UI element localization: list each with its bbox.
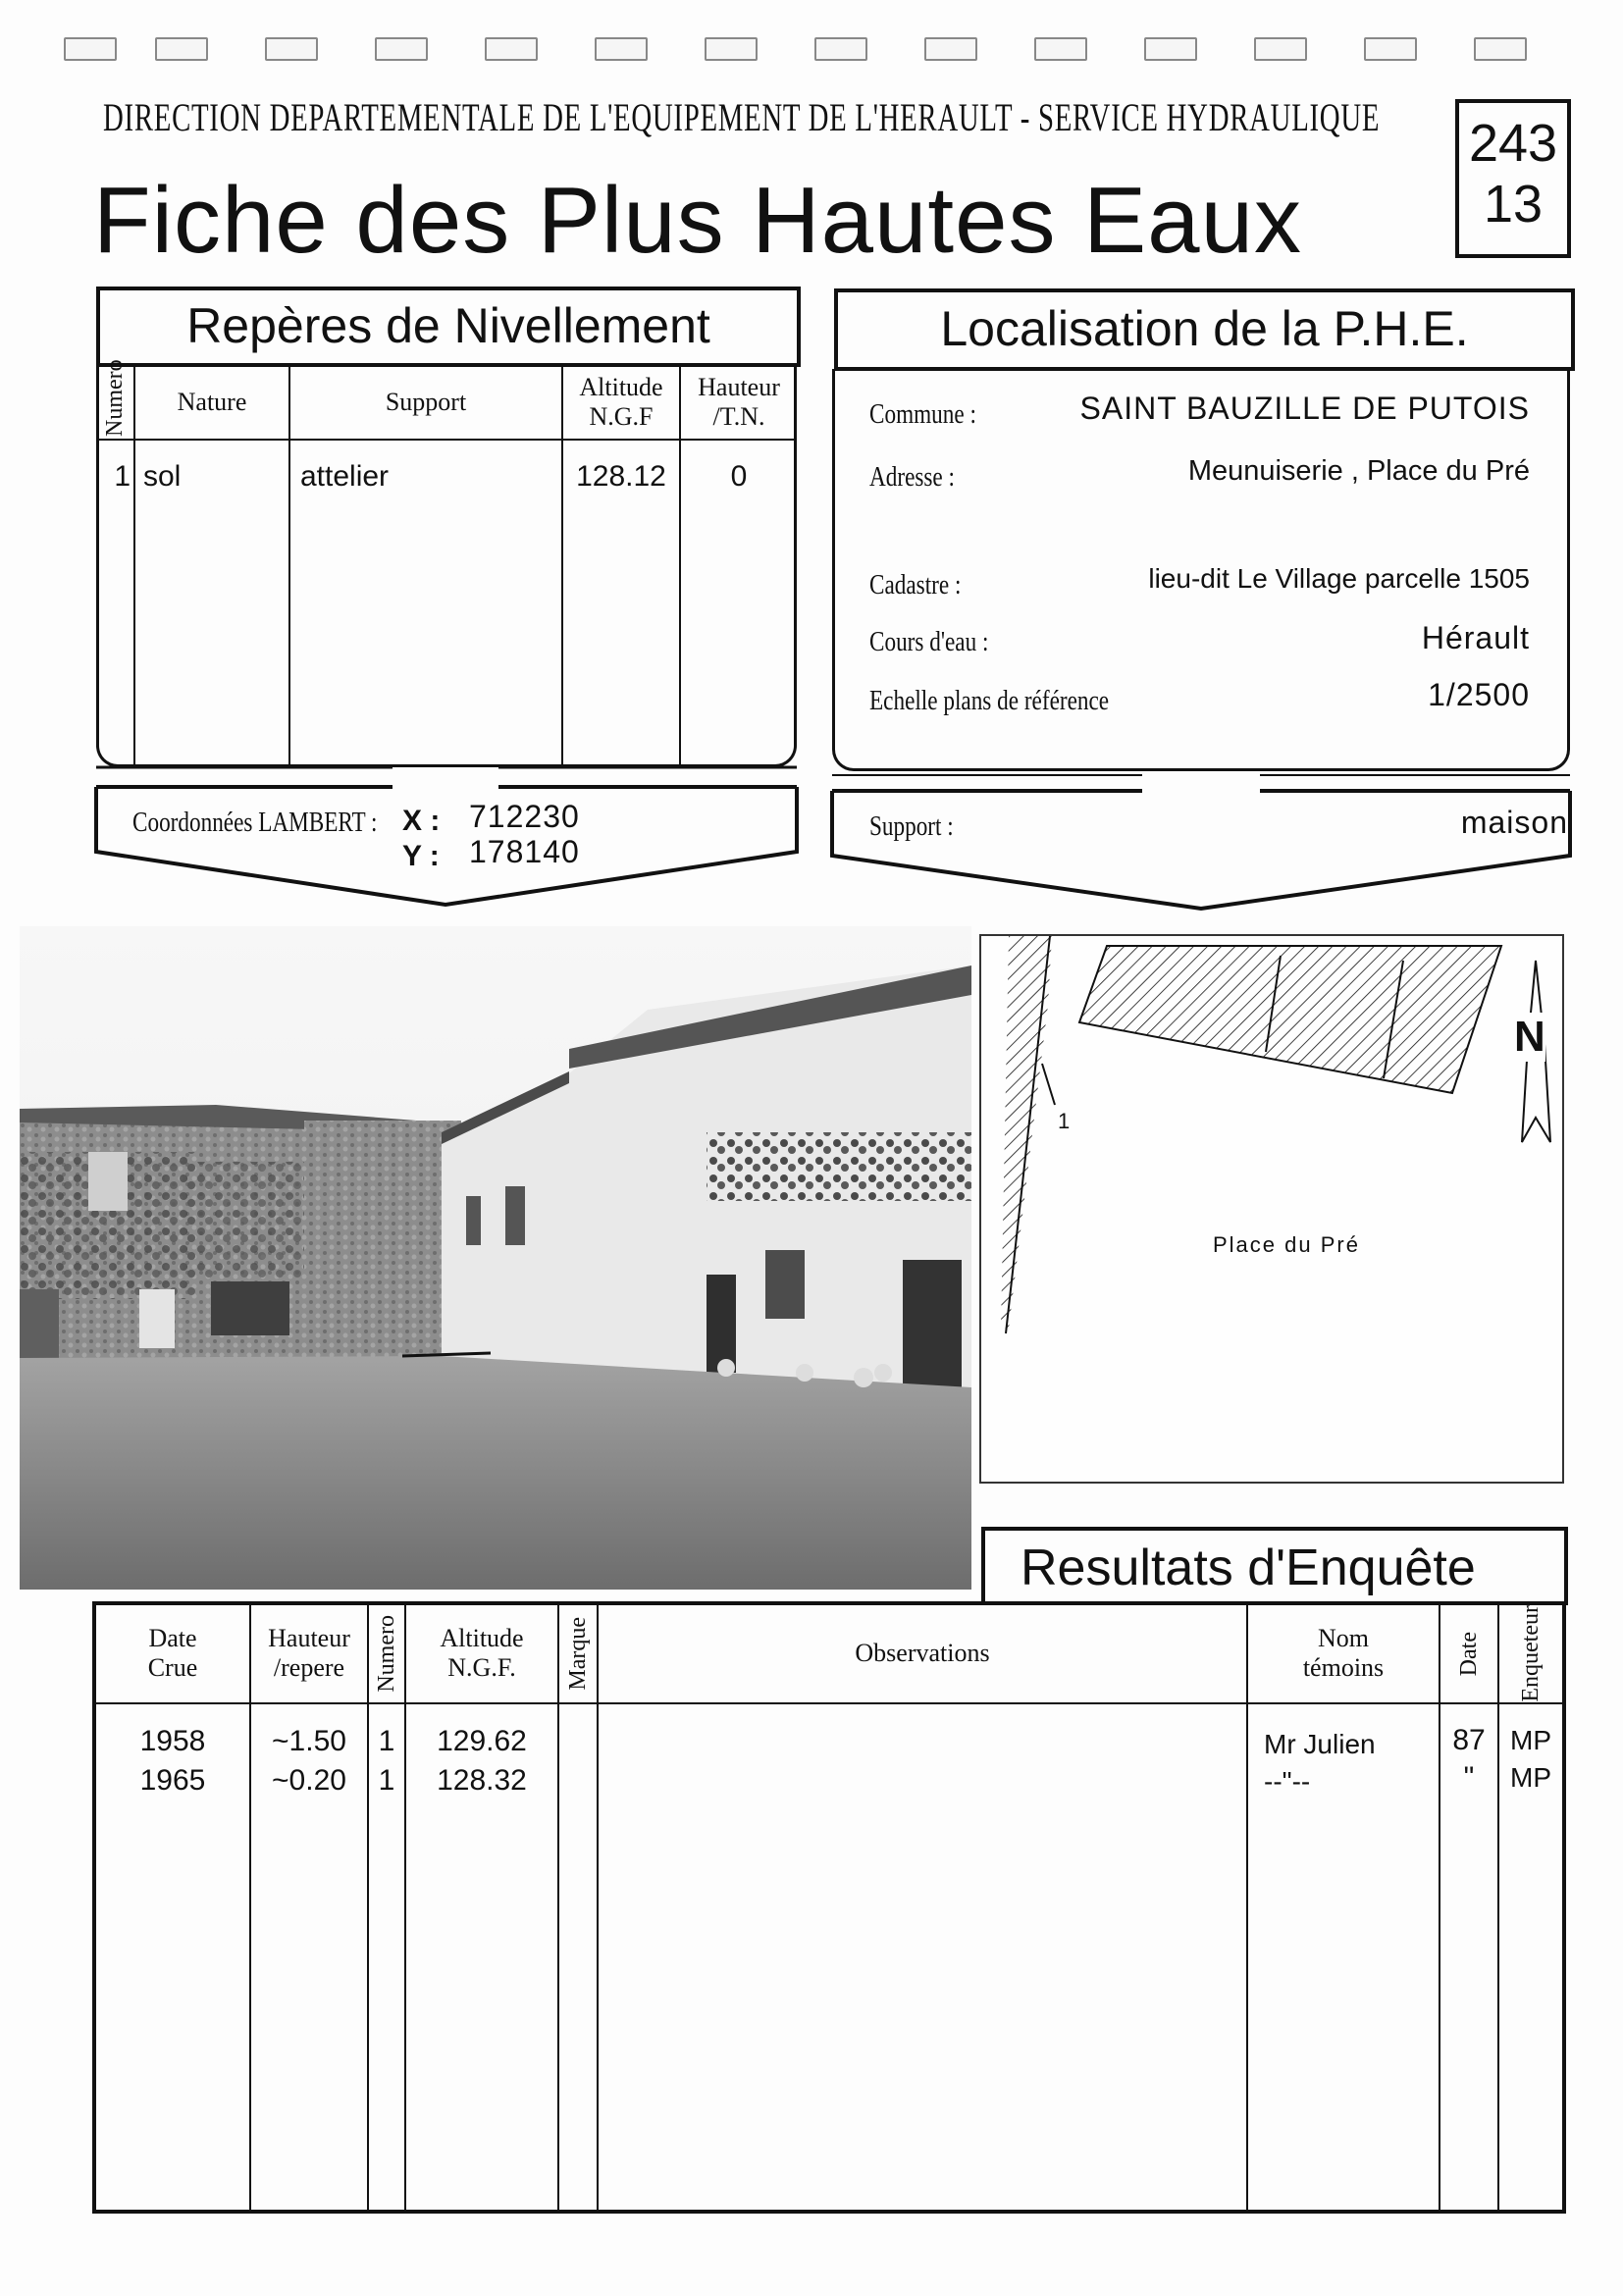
map-drawing bbox=[981, 936, 1562, 1482]
table-row bbox=[94, 1703, 1564, 2212]
binding-hole bbox=[1034, 37, 1087, 61]
reference-number: 243 bbox=[1468, 114, 1558, 173]
column-header-support: Support bbox=[289, 365, 562, 440]
resultats-title-box bbox=[981, 1527, 1568, 1605]
column-header-hauteur: Hauteur /repere bbox=[250, 1603, 368, 1703]
column-header-hauteur: Hauteur /T.N. bbox=[680, 365, 797, 440]
lambert-label: Coordonnées LAMBERT : bbox=[132, 807, 378, 838]
site-photograph bbox=[20, 926, 971, 1590]
adresse-value: Meunuiserie , Place du Pré bbox=[1187, 455, 1530, 487]
column-header-altitude: Altitude N.G.F. bbox=[405, 1603, 558, 1703]
support-label: Support : bbox=[869, 810, 954, 842]
column-header-enqueteur: Enqueteur bbox=[1498, 1603, 1564, 1703]
photo-illustration bbox=[20, 926, 971, 1590]
cell-observations bbox=[598, 1703, 1247, 2212]
organization-header: DIRECTION DEPARTEMENTALE DE L'EQUIPEMENT DE L'HERAULT - SERVICE HYDRAULIQUE bbox=[103, 95, 1381, 139]
cell-altitude: 129.62 128.32 bbox=[405, 1703, 558, 2212]
column-header-observations: Observations bbox=[598, 1603, 1247, 1703]
binding-hole bbox=[1474, 37, 1527, 61]
binding-hole bbox=[595, 37, 648, 61]
echelle-value: 1/2500 bbox=[1428, 677, 1530, 712]
binding-hole bbox=[155, 37, 208, 61]
binding-hole bbox=[64, 37, 117, 61]
cell-hauteur: ~1.50 ~0.20 bbox=[250, 1703, 368, 2212]
cell-nature: sol bbox=[134, 440, 289, 767]
cell-date: 87 " bbox=[1440, 1703, 1498, 2212]
table-row bbox=[96, 440, 797, 767]
cadastre-value: lieu-dit Le Village parcelle 1505 bbox=[1148, 563, 1530, 594]
cell-numero: 1 bbox=[96, 440, 134, 767]
cours-eau-label: Cours d'eau : bbox=[869, 626, 989, 657]
binding-hole bbox=[265, 37, 318, 61]
x-value: 712230 bbox=[469, 799, 580, 834]
y-value: 178140 bbox=[469, 834, 580, 869]
commune-label: Commune : bbox=[869, 398, 976, 430]
column-header-altitude: Altitude N.G.F bbox=[562, 365, 680, 440]
reference-subnumber: 13 bbox=[1483, 175, 1544, 234]
cell-support: attelier bbox=[289, 440, 562, 767]
cours-eau-value: Hérault bbox=[1421, 620, 1530, 655]
map-place-label: Place du Pré bbox=[1213, 1232, 1360, 1257]
column-header-date: Date bbox=[1440, 1603, 1498, 1703]
echelle-label: Echelle plans de référence bbox=[869, 685, 1110, 716]
north-arrow-icon: N bbox=[1514, 1013, 1545, 1061]
cell-nom-temoins: Mr Julien --"-- bbox=[1247, 1703, 1440, 2212]
binding-hole bbox=[1144, 37, 1197, 61]
binding-hole bbox=[485, 37, 538, 61]
cadastre-label: Cadastre : bbox=[869, 569, 962, 600]
cell-numero: 1 1 bbox=[368, 1703, 405, 2212]
binding-hole bbox=[705, 37, 758, 61]
reperes-title: Repères de Nivellement bbox=[96, 287, 801, 367]
binding-hole bbox=[375, 37, 428, 61]
location-map bbox=[979, 934, 1564, 1484]
support-value: maison bbox=[1460, 805, 1568, 840]
support-arrow-frame bbox=[828, 771, 1576, 914]
map-marker-label: 1 bbox=[1058, 1109, 1071, 1133]
reperes-table bbox=[96, 358, 797, 767]
column-header-date-crue: Date Crue bbox=[94, 1603, 250, 1703]
column-header-numero: Numero bbox=[368, 1603, 405, 1703]
binding-hole bbox=[1254, 37, 1307, 61]
cell-altitude: 128.12 bbox=[562, 440, 680, 767]
commune-value: SAINT BAUZILLE DE PUTOIS bbox=[1079, 391, 1530, 426]
reference-box bbox=[1455, 99, 1571, 258]
x-label: X : bbox=[402, 805, 441, 837]
resultats-table bbox=[92, 1601, 1566, 2214]
column-header-numero: Numero bbox=[96, 365, 134, 440]
resultats-title: Resultats d'Enquête bbox=[1021, 1539, 1476, 1596]
cell-enqueteur: MP MP bbox=[1498, 1703, 1564, 2212]
column-header-nom-temoins: Nom témoins bbox=[1247, 1603, 1440, 1703]
page-title: Fiche des Plus Hautes Eaux bbox=[93, 168, 1302, 273]
column-header-nature: Nature bbox=[134, 365, 289, 440]
binding-hole bbox=[924, 37, 977, 61]
localisation-title: Localisation de la P.H.E. bbox=[834, 288, 1575, 371]
adresse-label: Adresse : bbox=[869, 461, 955, 493]
cell-marque bbox=[558, 1703, 598, 2212]
binding-hole bbox=[814, 37, 867, 61]
cell-hauteur: 0 bbox=[680, 440, 797, 767]
y-label: Y : bbox=[402, 840, 440, 872]
binding-hole bbox=[1364, 37, 1417, 61]
column-header-marque: Marque bbox=[558, 1603, 598, 1703]
cell-date-crue: 1958 1965 bbox=[94, 1703, 250, 2212]
